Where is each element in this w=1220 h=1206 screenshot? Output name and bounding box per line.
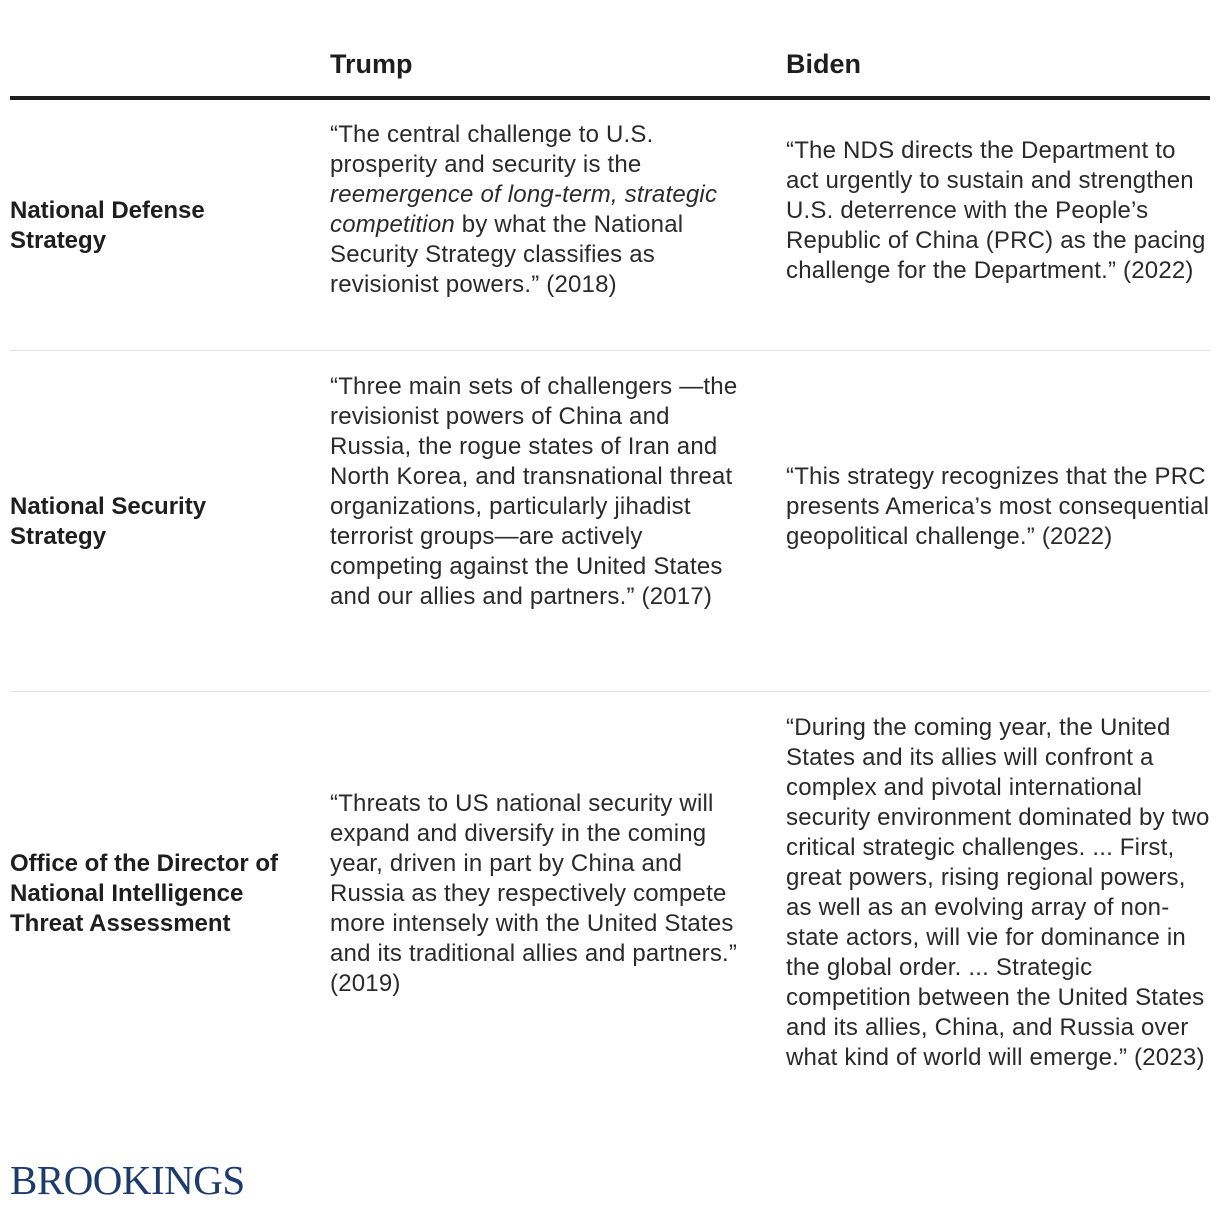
table-row bbox=[10, 692, 1210, 1112]
brookings-logo: BROOKINGS bbox=[10, 1157, 245, 1203]
row-label-national-defense-strategy: National Defense Strategy bbox=[10, 197, 205, 254]
trump-quote-nds-emphasis: reemergence of long-term, strategic competition bbox=[330, 181, 718, 238]
table-row bbox=[10, 351, 1210, 692]
row-label-odni-threat-assessment: Office of the Director of National Intelligence Threat Assessment bbox=[10, 850, 279, 937]
comparison-table bbox=[10, 0, 1210, 1112]
trump-quote-nds-text-start: “The central challenge to U.S. prosperity and security is the bbox=[330, 121, 654, 178]
trump-quote-nds-text-end: by what the National Security Strategy classifies as revisionist powers.” (2018) bbox=[330, 211, 684, 298]
column-header-trump: Trump bbox=[330, 49, 413, 79]
biden-quote-nss: “This strategy recognizes that the PRC presents America’s most consequential geopolitical challenge.” (2022) bbox=[786, 463, 1210, 550]
biden-quote-odni: “During the coming year, the United States and its allies will confront a complex and pivotal international security environment dominated by two critical strategic challenges. ... First, great powers, rising regional powers, as well as an evolving array of non-state actors, will vie for dominance in the global order. ... Strategic competition between the United States and its allies, China, and Russia over what kind of world will emerge.” (2023) bbox=[786, 714, 1210, 1071]
column-header-biden: Biden bbox=[786, 49, 862, 79]
table-row bbox=[10, 100, 1210, 351]
row-label-national-security-strategy: National Security Strategy bbox=[10, 493, 207, 550]
table-header bbox=[10, 0, 1210, 100]
biden-quote-nds: “The NDS directs the Department to act urgently to sustain and strengthen U.S. deterrence with the People’s Republic of China (PRC) as the pacing challenge for the Department.” (2022) bbox=[786, 137, 1206, 284]
trump-quote-nds bbox=[330, 120, 750, 300]
trump-quote-nss: “Three main sets of challengers —the revisionist powers of China and Russia, the rogue states of Iran and North Korea, and transnational threat organizations, particularly jihadist terrorist groups—are actively competing against the United States and our allies and partners.” (2017) bbox=[330, 373, 738, 610]
trump-quote-odni: “Threats to US national security will expand and diversify in the coming year, driven in part by China and Russia as they respectively compete more intensely with the United States and its traditional allies and partners.” (2019) bbox=[330, 790, 738, 997]
